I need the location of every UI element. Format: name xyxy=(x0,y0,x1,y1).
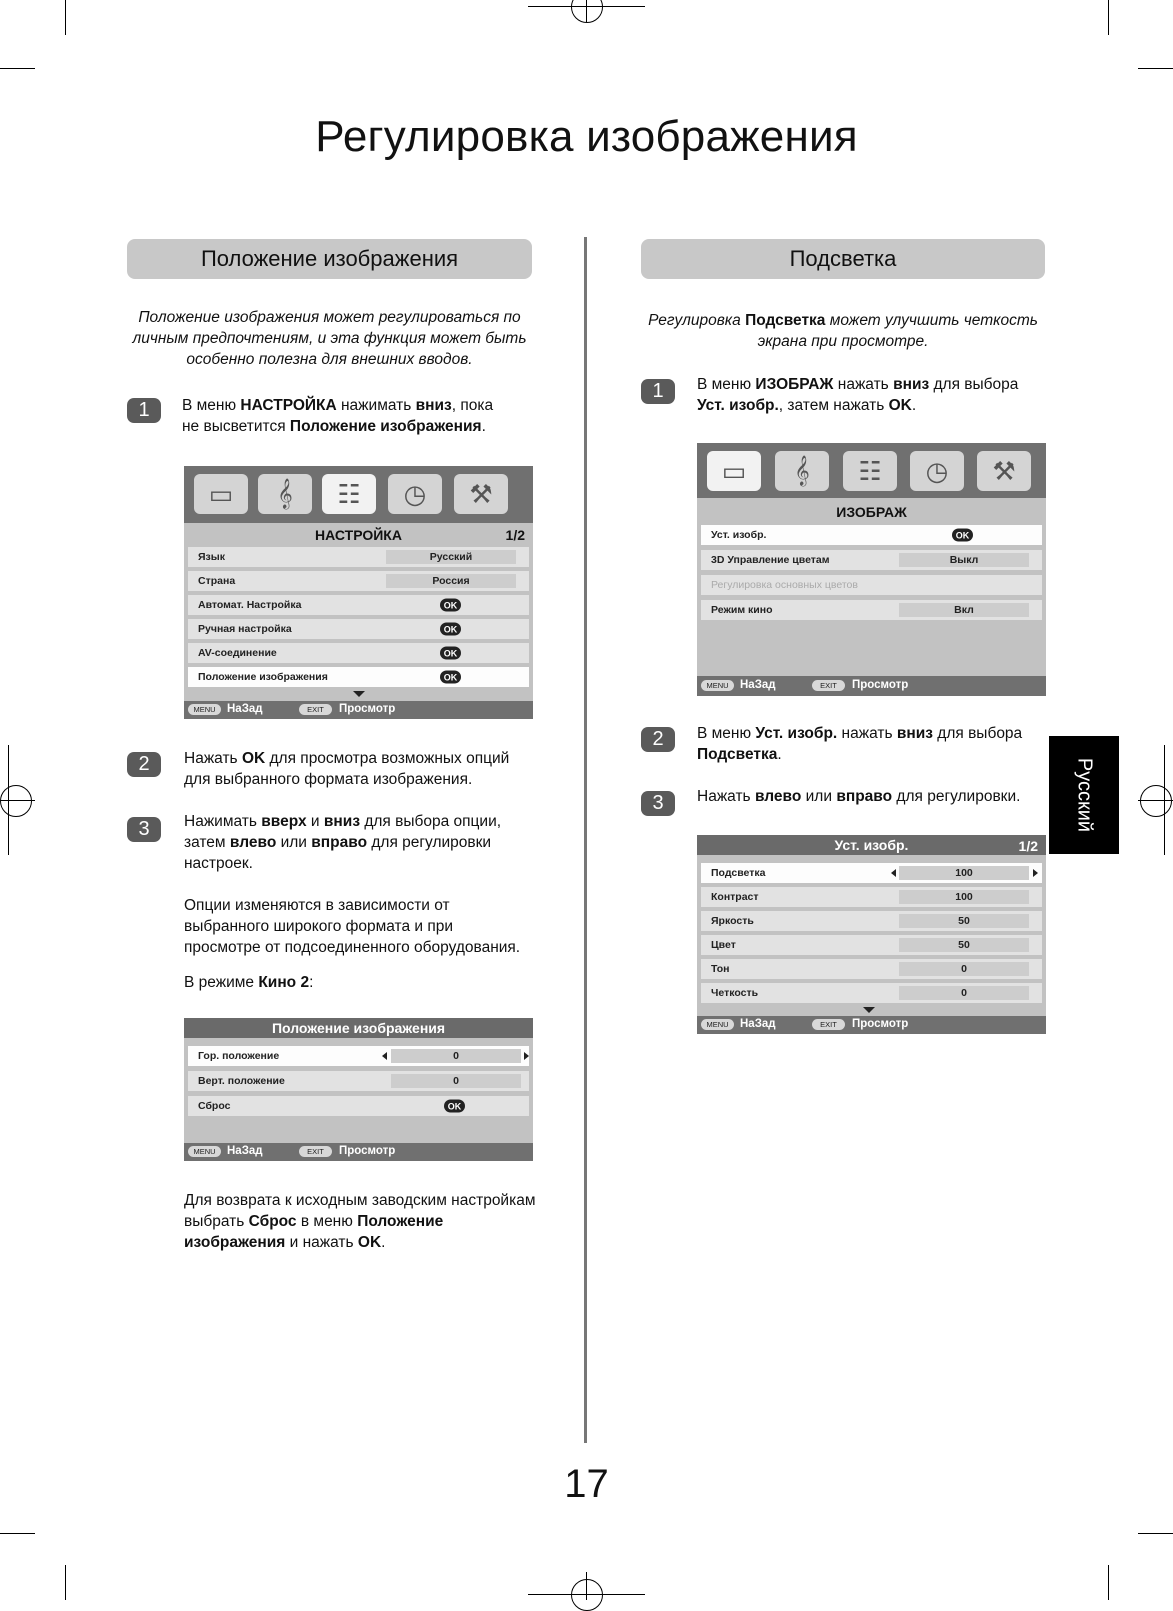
menu-footer xyxy=(697,676,1046,696)
menu-row-tint[interactable]: Тон 0 xyxy=(701,959,1042,979)
step-number: 1 xyxy=(127,398,161,423)
intro-line: личным предпочтениям, и эта функция может быть xyxy=(132,330,527,347)
menu-row-picture-settings[interactable]: Уст. изобр. OK xyxy=(701,525,1042,545)
exit-key-icon: EXIT xyxy=(299,1146,332,1157)
language-tab-label: Русский xyxy=(1073,757,1096,833)
menu-row-auto-tuning[interactable]: Автомат. Настройка OK xyxy=(188,595,529,615)
back-label: НаЗад xyxy=(740,679,776,691)
row-value: 100 xyxy=(899,890,1029,904)
menu-row-reset[interactable]: Сброс OK xyxy=(188,1096,529,1116)
intro-line: Положение изображения может регулироваться по xyxy=(138,309,521,326)
settings-panel-icon[interactable]: ☷ xyxy=(322,474,376,514)
tv-screen-icon[interactable]: ▭ xyxy=(707,451,761,491)
registration-mark xyxy=(1140,785,1172,817)
row-value: 0 xyxy=(391,1049,521,1063)
step2-text: В меню Уст. изобр. нажать вниз для выбора Подсветка. xyxy=(697,725,1023,763)
menu-key-icon: MENU xyxy=(188,704,221,715)
registration-mark xyxy=(571,1579,603,1611)
menu-row-backlight[interactable]: Подсветка 100 xyxy=(701,863,1042,883)
clock-icon[interactable]: ◷ xyxy=(388,474,442,514)
row-value: 0 xyxy=(899,986,1029,1000)
menu-row-base-color: Регулировка основных цветов xyxy=(701,575,1042,595)
exit-key-icon: EXIT xyxy=(812,1019,845,1030)
music-note-icon[interactable]: 𝄞 xyxy=(258,474,312,514)
crop-mark xyxy=(1138,68,1173,69)
tv-menu-picture-position xyxy=(184,1018,533,1161)
menu-title: НАСТРОЙКА xyxy=(315,527,402,543)
music-note-icon[interactable]: 𝄞 xyxy=(775,451,829,491)
menu-row-vertical[interactable]: Верт. положение 0 xyxy=(188,1071,529,1091)
registration-mark xyxy=(571,0,603,23)
crop-mark xyxy=(1108,0,1109,35)
row-value: Россия xyxy=(386,574,516,588)
cinema-mode-text: В режиме Кино 2: xyxy=(184,974,314,991)
intro-backlight: Регулировка Подсветка может улучшить четкость экрана при просмотре. xyxy=(648,312,1038,350)
back-label: НаЗад xyxy=(740,1018,776,1030)
crop-mark xyxy=(65,0,66,35)
menu-row-picture-position[interactable]: Положение изображения OK xyxy=(188,667,529,687)
exit-key-icon: EXIT xyxy=(299,704,332,715)
menu-row-horizontal[interactable]: Гор. положение 0 xyxy=(188,1046,529,1066)
step-number: 3 xyxy=(127,817,161,842)
column-divider xyxy=(584,237,587,1443)
ok-icon: OK xyxy=(440,599,461,612)
step-number: 3 xyxy=(641,791,675,816)
menu-icon-bar xyxy=(184,466,533,523)
tv-menu-picture-settings xyxy=(697,835,1046,1034)
wrench-icon[interactable]: ⚒ xyxy=(977,451,1031,491)
menu-row-sharpness[interactable]: Четкость 0 xyxy=(701,983,1042,1003)
crop-mark xyxy=(65,1565,66,1600)
menu-row-brightness[interactable]: Яркость 50 xyxy=(701,911,1042,931)
row-value: 50 xyxy=(899,914,1029,928)
scroll-down-icon xyxy=(353,691,365,697)
menu-footer xyxy=(184,1143,533,1161)
ok-icon: OK xyxy=(952,529,973,542)
left-arrow-icon[interactable] xyxy=(382,1052,387,1060)
menu-row-cinema-mode[interactable]: Режим кино Вкл xyxy=(701,600,1042,620)
back-label: НаЗад xyxy=(227,703,263,715)
menu-page: 1/2 xyxy=(1018,838,1038,854)
step3-text: Нажимать вверх и вниз для выбора опции, затем влево или вправо для регулировки настроек. xyxy=(184,813,502,872)
menu-page: 1/2 xyxy=(505,527,525,543)
menu-row-contrast[interactable]: Контраст 100 xyxy=(701,887,1042,907)
section-heading-position: Положение изображения xyxy=(127,239,532,279)
row-value: Вкл xyxy=(899,603,1029,617)
menu-row-color[interactable]: Цвет 50 xyxy=(701,935,1042,955)
step3-text: Нажать влево или вправо для регулировки. xyxy=(697,788,1021,805)
page-title: Регулировка изображения xyxy=(315,112,858,161)
row-value: 0 xyxy=(391,1074,521,1088)
tv-menu-picture xyxy=(697,443,1046,696)
crop-mark xyxy=(0,1533,35,1534)
registration-mark xyxy=(0,785,32,817)
menu-title: ИЗОБРАЖ xyxy=(836,504,907,520)
wrench-icon[interactable]: ⚒ xyxy=(454,474,508,514)
ok-icon: OK xyxy=(444,1100,465,1113)
view-label: Просмотр xyxy=(339,703,396,715)
tv-screen-icon[interactable]: ▭ xyxy=(194,474,248,514)
registration-line xyxy=(1164,745,1165,855)
row-value: 50 xyxy=(899,938,1029,952)
step-number: 1 xyxy=(641,379,675,404)
options-note: Опции изменяются в зависимости от выбранного широкого формата и при просмотре от подсоединенного оборудования. xyxy=(184,897,521,956)
step-number: 2 xyxy=(127,752,161,777)
menu-row-manual-tuning[interactable]: Ручная настройка OK xyxy=(188,619,529,639)
exit-key-icon: EXIT xyxy=(812,680,845,691)
ok-icon: OK xyxy=(440,623,461,636)
menu-footer xyxy=(184,701,533,719)
step1-text: В меню ИЗОБРАЖ нажать вниз для выбора Уст. изобр., затем нажать OK. xyxy=(697,376,1019,414)
left-arrow-icon[interactable] xyxy=(891,869,896,877)
clock-icon[interactable]: ◷ xyxy=(910,451,964,491)
menu-row-3d-color[interactable]: 3D Управление цветам Выкл xyxy=(701,550,1042,570)
reset-instructions: Для возврата к исходным заводским настройкам выбрать Сброс в меню Положение изображения и нажать OK. xyxy=(184,1192,536,1251)
page-number: 17 xyxy=(564,1462,609,1506)
menu-icon-bar xyxy=(697,443,1046,498)
menu-title: Положение изображения xyxy=(184,1018,533,1038)
view-label: Просмотр xyxy=(339,1145,396,1157)
intro-position xyxy=(127,307,532,370)
step1-text: В меню НАСТРОЙКА нажимать вниз, пока не высветится Положение изображения. xyxy=(182,397,494,435)
menu-footer xyxy=(697,1016,1046,1034)
row-value: 0 xyxy=(899,962,1029,976)
scroll-down-icon xyxy=(863,1007,875,1013)
view-label: Просмотр xyxy=(852,1018,909,1030)
row-value: 100 xyxy=(899,866,1029,880)
registration-line xyxy=(586,0,587,22)
intro-line: особенно полезна для внешних вводов. xyxy=(186,351,473,368)
crop-mark xyxy=(1108,1565,1109,1600)
step2-text: Нажать OK для просмотра возможных опций для выбранного формата изображения. xyxy=(184,750,510,788)
row-value: Русский xyxy=(386,550,516,564)
crop-mark xyxy=(1138,1533,1173,1534)
back-label: НаЗад xyxy=(227,1145,263,1157)
crop-mark xyxy=(0,68,35,69)
step-number: 2 xyxy=(641,727,675,752)
right-arrow-icon[interactable] xyxy=(524,1052,529,1060)
ok-icon: OK xyxy=(440,671,461,684)
row-value: Выкл xyxy=(899,553,1029,567)
view-label: Просмотр xyxy=(852,679,909,691)
registration-line xyxy=(586,1572,587,1600)
settings-panel-icon[interactable]: ☷ xyxy=(843,451,897,491)
menu-row-language[interactable]: Язык Русский xyxy=(188,547,529,567)
menu-key-icon: MENU xyxy=(701,680,734,691)
menu-row-country[interactable]: Страна Россия xyxy=(188,571,529,591)
menu-key-icon: MENU xyxy=(188,1146,221,1157)
registration-line xyxy=(8,745,9,855)
section-heading-backlight: Подсветка xyxy=(641,239,1045,279)
menu-key-icon: MENU xyxy=(701,1019,734,1030)
menu-row-av-connection[interactable]: AV-соединение OK xyxy=(188,643,529,663)
menu-title: Уст. изобр. xyxy=(697,835,1046,855)
tv-menu-setup xyxy=(184,466,533,719)
language-tab xyxy=(1049,736,1119,854)
ok-icon: OK xyxy=(440,647,461,660)
right-arrow-icon[interactable] xyxy=(1033,869,1038,877)
